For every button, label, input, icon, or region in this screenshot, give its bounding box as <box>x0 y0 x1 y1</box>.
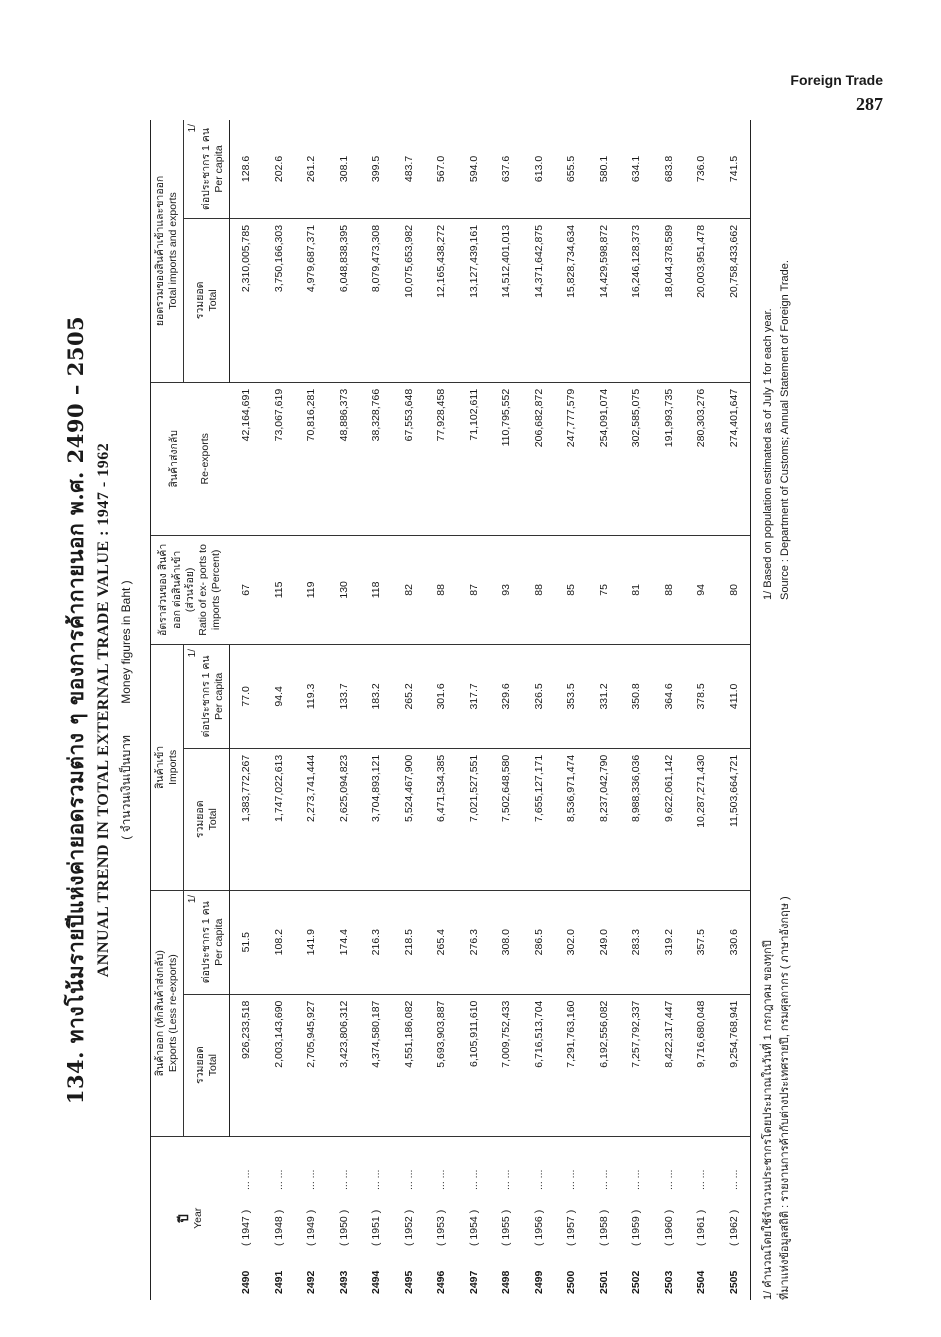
total-trade-per-capita-cell: 736.0 <box>685 120 718 218</box>
total-trade-cell: 8,079,473,308 <box>360 218 393 382</box>
imports-total-cell: 9,622,061,142 <box>653 748 686 890</box>
ratio-header <box>151 535 230 644</box>
leader-dots: ... ... <box>305 1169 318 1190</box>
table-body <box>230 120 751 1300</box>
imports-per-capita-cell: 265.2 <box>393 645 426 749</box>
table-row <box>588 120 621 1300</box>
year-cell <box>555 1136 588 1300</box>
year-ad: ( 1959 ) <box>630 1209 643 1246</box>
total-trade-total-header <box>184 218 230 382</box>
reexports-header-thai: สินค้าส่งกลับ <box>168 430 181 488</box>
exports-per-capita-cell: 276.3 <box>458 890 491 994</box>
exports-total-cell: 4,551,186,082 <box>393 994 426 1136</box>
year-ad: ( 1950 ) <box>337 1209 350 1246</box>
year-be: 2492 <box>305 1270 318 1294</box>
total-trade-cell: 14,512,401,013 <box>490 218 523 382</box>
total-trade-pc-header <box>184 120 230 218</box>
year-ad: ( 1949 ) <box>305 1209 318 1246</box>
exports-per-capita-cell: 302.0 <box>555 890 588 994</box>
exports-per-capita-cell: 51.5 <box>230 890 263 994</box>
imports-total-cell: 2,273,741,444 <box>295 748 328 890</box>
exports-total-cell: 8,422,317,447 <box>653 994 686 1136</box>
page-header <box>790 72 883 115</box>
total-trade-cell: 4,979,687,371 <box>295 218 328 382</box>
reexports-cell: 254,091,074 <box>588 382 621 535</box>
exports-per-capita-cell: 174.4 <box>328 890 361 994</box>
total-trade-cell: 14,371,642,875 <box>523 218 556 382</box>
ratio-cell: 81 <box>620 535 653 644</box>
year-cell <box>263 1136 296 1300</box>
ratio-header-thai: อัตราส่วนของ สินค้าออก ต่อสินค้าเข้า (ส่วนร้อย) <box>157 543 196 636</box>
leader-dots: ... ... <box>402 1169 415 1190</box>
ratio-cell: 87 <box>458 535 491 644</box>
ratio-cell: 93 <box>490 535 523 644</box>
reexports-cell: 247,777,579 <box>555 382 588 535</box>
year-cell <box>328 1136 361 1300</box>
footnote-mark: 1/ <box>187 124 199 133</box>
reexports-cell: 191,993,735 <box>653 382 686 535</box>
year-ad: ( 1947 ) <box>240 1209 252 1246</box>
year-cell <box>295 1136 328 1300</box>
imports-per-capita-cell: 350.8 <box>620 645 653 749</box>
table-row <box>458 120 491 1300</box>
reexports-cell: 206,682,872 <box>523 382 556 535</box>
imports-per-capita-cell: 378.5 <box>685 645 718 749</box>
total-trade-per-capita-cell: 483.7 <box>393 120 426 218</box>
leader-dots: ... ... <box>662 1169 675 1190</box>
imports-total-cell: 6,471,534,385 <box>425 748 458 890</box>
total-trade-header-thai: ยอดรวมของสินค้าเข้าและขาออก <box>154 175 166 327</box>
source-thai: ที่มาแห่งข้อมูลสถิติ : รายงานการค้ากับต่างประเทศรายปี, กรมศุลกากร ( ภาษาอังกฤษ ) <box>778 896 791 1300</box>
total-trade-per-capita-cell: 594.0 <box>458 120 491 218</box>
ratio-cell: 94 <box>685 535 718 644</box>
year-cell <box>588 1136 621 1300</box>
year-be: 2493 <box>337 1270 350 1294</box>
imports-per-capita-cell: 77.0 <box>230 645 263 749</box>
subtitle <box>117 120 136 1300</box>
table-row <box>328 120 361 1300</box>
leader-dots: ... ... <box>240 1169 252 1190</box>
imports-pc-en: Per capita <box>212 672 225 721</box>
total-trade-cell: 2,310,005,785 <box>230 218 263 382</box>
total-trade-per-capita-cell: 399.5 <box>360 120 393 218</box>
reexports-header <box>151 382 230 535</box>
ratio-cell: 119 <box>295 535 328 644</box>
year-cell <box>490 1136 523 1300</box>
total-trade-cell: 20,758,433,662 <box>718 218 751 382</box>
leader-dots: ... ... <box>467 1169 480 1190</box>
year-be: 2498 <box>500 1270 513 1294</box>
imports-per-capita-cell: 411.0 <box>718 645 751 749</box>
total-trade-per-capita-cell: 741.5 <box>718 120 751 218</box>
leader-dots: ... ... <box>597 1169 610 1190</box>
imports-total-cell: 5,524,467,900 <box>393 748 426 890</box>
year-ad: ( 1957 ) <box>565 1209 578 1246</box>
year-cell <box>620 1136 653 1300</box>
total-trade-total-en: Total <box>206 289 219 312</box>
subtitle-english: Money figures in Baht ) <box>119 580 133 704</box>
exports-per-capita-cell: 249.0 <box>588 890 621 994</box>
imports-total-cell: 10,287,271,430 <box>685 748 718 890</box>
exports-per-capita-cell: 286.5 <box>523 890 556 994</box>
reexports-cell: 42,164,691 <box>230 382 263 535</box>
table-row <box>230 120 263 1300</box>
total-trade-per-capita-cell: 580.1 <box>588 120 621 218</box>
exports-total-cell: 926,233,518 <box>230 994 263 1136</box>
exports-total-cell: 4,374,580,187 <box>360 994 393 1136</box>
exports-header-en: Exports (Less re-exports) <box>167 954 180 1073</box>
total-trade-per-capita-cell: 634.1 <box>620 120 653 218</box>
leader-dots: ... ... <box>727 1169 740 1190</box>
year-ad: ( 1962 ) <box>727 1209 740 1246</box>
total-trade-cell: 20,003,951,478 <box>685 218 718 382</box>
total-trade-per-capita-cell: 128.6 <box>230 120 263 218</box>
exports-total-cell: 7,009,752,433 <box>490 994 523 1136</box>
imports-total-cell: 8,988,336,036 <box>620 748 653 890</box>
exports-per-capita-cell: 308.0 <box>490 890 523 994</box>
year-ad: ( 1956 ) <box>532 1209 545 1246</box>
table-number: 134. <box>63 1051 88 1105</box>
reexports-cell: 302,585,075 <box>620 382 653 535</box>
total-trade-per-capita-cell: 613.0 <box>523 120 556 218</box>
exports-per-capita-cell: 216.3 <box>360 890 393 994</box>
imports-total-cell: 2,625,094,823 <box>328 748 361 890</box>
imports-per-capita-cell: 317.7 <box>458 645 491 749</box>
total-trade-cell: 14,429,598,872 <box>588 218 621 382</box>
exports-per-capita-cell: 283.3 <box>620 890 653 994</box>
exports-total-cell: 9,716,680,048 <box>685 994 718 1136</box>
footnote-mark: 1/ <box>187 649 199 658</box>
year-ad: ( 1953 ) <box>435 1209 448 1246</box>
page-number: 287 <box>856 94 883 114</box>
exports-per-capita-cell: 265.4 <box>425 890 458 994</box>
exports-total-cell: 6,716,513,704 <box>523 994 556 1136</box>
table-row <box>490 120 523 1300</box>
ratio-cell: 88 <box>425 535 458 644</box>
rotated-content <box>60 120 890 1300</box>
year-ad: ( 1952 ) <box>402 1209 415 1246</box>
year-header-thai: ปี <box>175 1214 191 1223</box>
exports-total-cell: 7,257,792,337 <box>620 994 653 1136</box>
exports-header <box>151 890 184 1136</box>
year-ad: ( 1954 ) <box>467 1209 480 1246</box>
year-be: 2505 <box>727 1270 740 1294</box>
imports-per-capita-cell: 183.2 <box>360 645 393 749</box>
trade-table <box>150 120 751 1300</box>
leader-dots: ... ... <box>532 1169 545 1190</box>
imports-total-thai: รวมยอด <box>193 800 206 839</box>
total-trade-cell: 12,165,438,272 <box>425 218 458 382</box>
reexports-cell: 77,928,458 <box>425 382 458 535</box>
exports-pc-header <box>184 890 230 994</box>
imports-per-capita-cell: 133.7 <box>328 645 361 749</box>
ratio-cell: 80 <box>718 535 751 644</box>
leader-dots: ... ... <box>565 1169 578 1190</box>
leader-dots: ... ... <box>337 1169 350 1190</box>
year-be: 2495 <box>402 1270 415 1294</box>
exports-per-capita-cell: 357.5 <box>685 890 718 994</box>
exports-total-cell: 7,291,763,160 <box>555 994 588 1136</box>
total-trade-per-capita-cell: 261.2 <box>295 120 328 218</box>
year-header-en: Year <box>191 1207 204 1229</box>
ratio-cell: 130 <box>328 535 361 644</box>
exports-total-cell: 6,105,911,610 <box>458 994 491 1136</box>
reexports-cell: 67,553,648 <box>393 382 426 535</box>
year-be: 2500 <box>565 1270 578 1294</box>
reexports-header-en: Re-exports <box>199 433 212 485</box>
total-trade-per-capita-cell: 567.0 <box>425 120 458 218</box>
exports-per-capita-cell: 330.6 <box>718 890 751 994</box>
total-trade-per-capita-cell: 683.8 <box>653 120 686 218</box>
imports-pc-header <box>184 645 230 749</box>
year-be: 2496 <box>435 1270 448 1294</box>
subtitle-thai: ( จำนวนเงินเป็นบาท <box>119 735 133 840</box>
exports-header-thai: สินค้าออก (หักสินค้าส่งกลับ) <box>154 950 166 1077</box>
title-block <box>60 120 136 1300</box>
imports-total-cell: 3,704,893,121 <box>360 748 393 890</box>
ratio-cell: 85 <box>555 535 588 644</box>
year-ad: ( 1948 ) <box>272 1209 285 1246</box>
exports-per-capita-cell: 108.2 <box>263 890 296 994</box>
leader-dots: ... ... <box>630 1169 643 1190</box>
reexports-cell: 73,067,619 <box>263 382 296 535</box>
reexports-cell: 110,795,552 <box>490 382 523 535</box>
exports-per-capita-cell: 319.2 <box>653 890 686 994</box>
table-row <box>263 120 296 1300</box>
reexports-cell: 70,816,281 <box>295 382 328 535</box>
total-trade-header <box>151 120 184 382</box>
imports-header-en: Imports <box>167 749 180 785</box>
total-trade-cell: 18,044,378,589 <box>653 218 686 382</box>
ratio-cell: 118 <box>360 535 393 644</box>
ratio-cell: 67 <box>230 535 263 644</box>
imports-total-header <box>184 748 230 890</box>
ratio-cell: 82 <box>393 535 426 644</box>
title-thai <box>60 120 93 1300</box>
year-ad: ( 1961 ) <box>695 1209 708 1246</box>
exports-total-thai: รวมยอด <box>193 1046 206 1084</box>
imports-total-cell: 1,747,022,613 <box>263 748 296 890</box>
reexports-cell: 71,102,611 <box>458 382 491 535</box>
imports-total-cell: 7,021,527,551 <box>458 748 491 890</box>
reexports-cell: 274,401,647 <box>718 382 751 535</box>
total-trade-per-capita-cell: 308.1 <box>328 120 361 218</box>
year-be: 2497 <box>467 1270 480 1294</box>
imports-total-cell: 11,503,664,721 <box>718 748 751 890</box>
ratio-cell: 75 <box>588 535 621 644</box>
exports-pc-thai: ต่อประชากร 1 คน <box>199 901 212 984</box>
exports-total-en: Total <box>206 1054 219 1077</box>
table-row <box>425 120 458 1300</box>
table-row <box>620 120 653 1300</box>
imports-total-cell: 7,655,127,171 <box>523 748 556 890</box>
year-cell <box>393 1136 426 1300</box>
reexports-cell: 280,303,276 <box>685 382 718 535</box>
total-trade-header-en: Total imports and exports <box>167 192 180 310</box>
year-be: 2503 <box>662 1270 675 1294</box>
total-trade-per-capita-cell: 637.6 <box>490 120 523 218</box>
imports-pc-thai: ต่อประชากร 1 คน <box>199 655 212 738</box>
leader-dots: ... ... <box>370 1169 383 1190</box>
total-trade-cell: 13,127,439,161 <box>458 218 491 382</box>
imports-per-capita-cell: 329.6 <box>490 645 523 749</box>
year-cell <box>523 1136 556 1300</box>
total-trade-cell: 10,075,653,982 <box>393 218 426 382</box>
leader-dots: ... ... <box>500 1169 513 1190</box>
imports-total-cell: 1,383,772,267 <box>230 748 263 890</box>
exports-total-cell: 9,254,768,941 <box>718 994 751 1136</box>
year-cell <box>230 1136 263 1300</box>
exports-total-cell: 2,003,143,690 <box>263 994 296 1136</box>
imports-per-capita-cell: 119.3 <box>295 645 328 749</box>
reexports-cell: 38,328,766 <box>360 382 393 535</box>
ratio-cell: 88 <box>653 535 686 644</box>
year-be: 2499 <box>532 1270 545 1294</box>
total-trade-cell: 15,828,734,634 <box>555 218 588 382</box>
year-be: 2491 <box>272 1270 285 1294</box>
imports-per-capita-cell: 94.4 <box>263 645 296 749</box>
exports-total-cell: 6,192,556,082 <box>588 994 621 1136</box>
total-trade-pc-en: Per capita <box>212 145 225 193</box>
table-row <box>718 120 751 1300</box>
total-trade-per-capita-cell: 202.6 <box>263 120 296 218</box>
imports-total-en: Total <box>206 808 219 831</box>
title-english: ANNUAL TREND IN TOTAL EXTERNAL TRADE VALUE : 1947 - 1962 <box>95 442 112 978</box>
table-row <box>295 120 328 1300</box>
year-header <box>151 1136 230 1300</box>
total-trade-pc-thai: ต่อประชากร 1 คน <box>199 127 212 210</box>
imports-per-capita-cell: 326.5 <box>523 645 556 749</box>
imports-header-thai: สินค้าเข้า <box>154 745 166 789</box>
year-ad: ( 1958 ) <box>597 1209 610 1246</box>
total-trade-cell: 16,246,128,373 <box>620 218 653 382</box>
year-be: 2504 <box>695 1270 708 1294</box>
total-trade-per-capita-cell: 655.5 <box>555 120 588 218</box>
section-name: Foreign Trade <box>790 72 883 88</box>
year-ad: ( 1955 ) <box>500 1209 513 1246</box>
table-row <box>523 120 556 1300</box>
imports-per-capita-cell: 301.6 <box>425 645 458 749</box>
year-ad: ( 1960 ) <box>662 1209 675 1246</box>
imports-total-cell: 8,536,971,474 <box>555 748 588 890</box>
ratio-header-en: Ratio of ex- ports to imports (Percent) <box>196 544 222 636</box>
leader-dots: ... ... <box>435 1169 448 1190</box>
imports-per-capita-cell: 331.2 <box>588 645 621 749</box>
footnote-1-english: 1/ Based on population estimated as of July 1 for each year. <box>762 308 774 600</box>
exports-total-cell: 5,693,903,887 <box>425 994 458 1136</box>
year-cell <box>360 1136 393 1300</box>
year-cell <box>458 1136 491 1300</box>
imports-total-cell: 8,237,042,790 <box>588 748 621 890</box>
ratio-cell: 88 <box>523 535 556 644</box>
total-trade-total-thai: รวมยอด <box>193 281 206 320</box>
table-row <box>360 120 393 1300</box>
year-be: 2501 <box>597 1270 610 1294</box>
total-trade-cell: 3,750,166,303 <box>263 218 296 382</box>
table-row <box>653 120 686 1300</box>
ratio-cell: 115 <box>263 535 296 644</box>
table-row <box>393 120 426 1300</box>
exports-total-cell: 2,705,945,927 <box>295 994 328 1136</box>
year-cell <box>425 1136 458 1300</box>
exports-total-cell: 3,423,806,312 <box>328 994 361 1136</box>
imports-header <box>151 645 184 891</box>
table-row <box>685 120 718 1300</box>
leader-dots: ... ... <box>272 1169 285 1190</box>
leader-dots: ... ... <box>695 1169 708 1190</box>
reexports-cell: 48,886,373 <box>328 382 361 535</box>
year-ad: ( 1951 ) <box>370 1209 383 1246</box>
year-be: 2490 <box>240 1270 252 1294</box>
table-row <box>555 120 588 1300</box>
imports-per-capita-cell: 364.6 <box>653 645 686 749</box>
imports-total-cell: 7,502,648,580 <box>490 748 523 890</box>
year-cell <box>718 1136 751 1300</box>
year-cell <box>685 1136 718 1300</box>
exports-total-header <box>184 994 230 1136</box>
year-be: 2494 <box>370 1270 383 1294</box>
exports-pc-en: Per capita <box>212 918 225 966</box>
source-english: Source : Department of Customs; Annual Statement of Foreign Trade. <box>778 260 791 600</box>
footnote-1-thai: 1/ คำนวณโดยใช้จำนวนประชากรโดยประมาณในวันที่ 1 กรกฎาคม ของทุกปี <box>762 940 774 1300</box>
footnote-mark: 1/ <box>187 894 199 904</box>
year-cell <box>653 1136 686 1300</box>
exports-per-capita-cell: 218.5 <box>393 890 426 994</box>
footnotes <box>760 120 793 1300</box>
imports-per-capita-cell: 353.5 <box>555 645 588 749</box>
exports-per-capita-cell: 141.9 <box>295 890 328 994</box>
year-be: 2502 <box>630 1270 643 1294</box>
title-thai-text: ทางโน้มรายปีแห่งค่ายอดรวมต่าง ๆ ของการค้ากายนอก พ.ศ. 2490 – 2505 <box>63 315 88 1044</box>
total-trade-cell: 6,048,838,395 <box>328 218 361 382</box>
